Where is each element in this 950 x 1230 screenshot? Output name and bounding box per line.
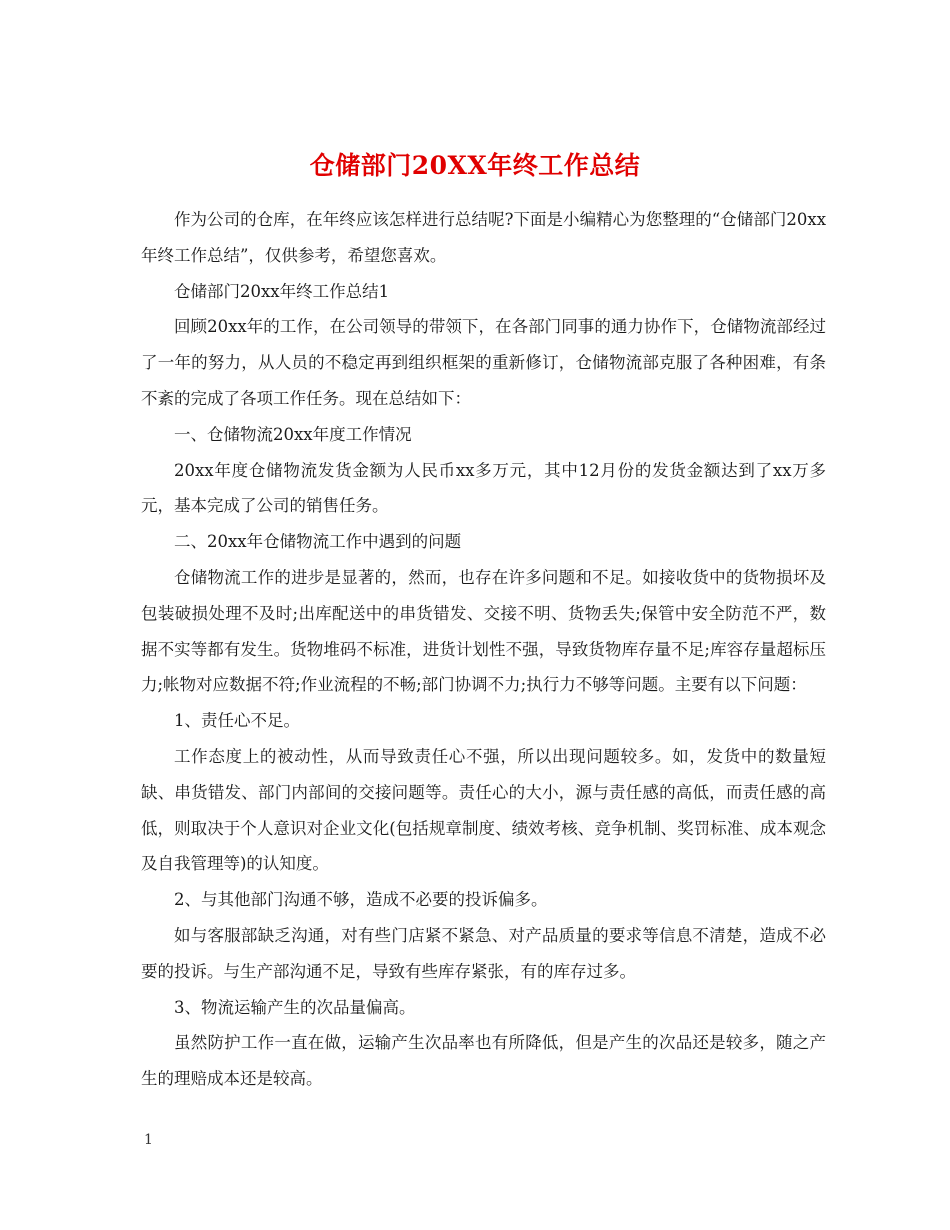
paragraph-sales: 20xx年度仓储物流发货金额为人民币xx多万元，其中12月份的发货金额达到了xx万多元，基本完成了公司的销售任务。: [141, 460, 826, 516]
page-number: 1: [144, 1132, 153, 1148]
paragraph-review: 回顾20xx年的工作，在公司领导的带领下，在各部门同事的通力协作下，仓储物流部经过了一年的努力，从人员的不稳定再到组织框架的重新修订，仓储物流部克服了各种困难，有条不紊的完成了各项工作任务。现在总结如下：: [141, 317, 826, 408]
section-heading-1: 一、仓储物流20xx年度工作情况: [174, 424, 412, 444]
document-body: [141, 202, 826, 1097]
paragraph-intro: 作为公司的仓库，在年终应该怎样进行总结呢?下面是小编精心为您整理的“仓储部门20xx年终工作总结”，仅供参考，希望您喜欢。: [141, 210, 826, 265]
paragraph-subtitle: 仓储部门20xx年终工作总结1: [174, 281, 390, 301]
paragraph-responsibility: 工作态度上的被动性，从而导致责任心不强，所以出现问题较多。如，发货中的数量短缺、串货错发、部门内部间的交接问题等。责任心的大小，源与责任感的高低，而责任感的高低，则取决于个人意识对企业文化(包括规章制度、绩效考核、竞争机制、奖罚标准、成本观念及自我管理等)的认知度。: [141, 746, 826, 874]
paragraph-communication: 如与客服部缺乏沟通，对有些门店紧不紧急、对产品质量的要求等信息不清楚，造成不必要的投诉。与生产部沟通不足，导致有些库存紧张，有的库存过多。: [141, 925, 826, 981]
problem-heading-3: 3、物流运输产生的次品量偏高。: [174, 997, 416, 1017]
problem-heading-1: 1、责任心不足。: [174, 711, 300, 731]
document-title: 仓储部门20XX年终工作总结: [309, 150, 641, 180]
paragraph-problems: 仓储物流工作的进步是显著的，然而，也存在许多问题和不足。如接收货中的货物损坏及包装破损处理不及时;出库配送中的串货错发、交接不明、货物丢失;保管中安全防范不严，数据不实等都有发生。货物堆码不标准，进货计划性不强，导致货物库存量不足;库容存量超标压力;帐物对应数据不符;作业流程的不畅;部门协调不力;执行力不够等问题。主要有以下问题：: [141, 567, 826, 695]
paragraph-defects: 虽然防护工作一直在做，运输产生次品率也有所降低，但是产生的次品还是较多，随之产生的理赔成本还是较高。: [141, 1033, 826, 1089]
problem-heading-2: 2、与其他部门沟通不够，造成不必要的投诉偏多。: [174, 890, 548, 910]
section-heading-2: 二、20xx年仓储物流工作中遇到的问题: [174, 532, 462, 552]
